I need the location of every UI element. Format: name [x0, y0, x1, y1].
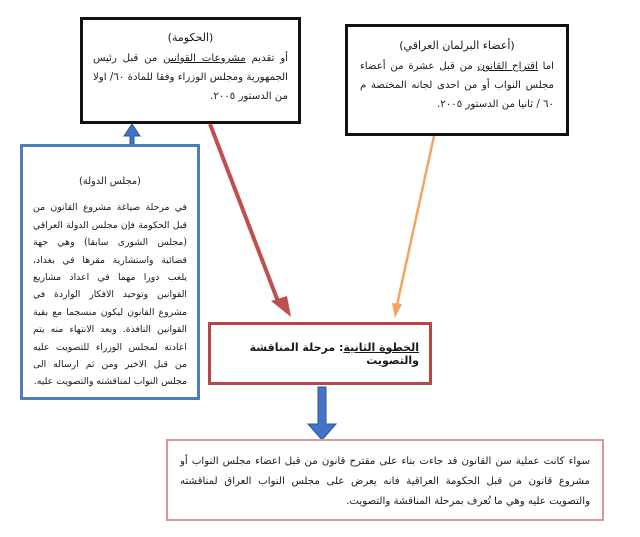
government-text: [93, 49, 288, 106]
step-two-label: الخطوة الثانية: [343, 340, 419, 354]
state-council-text: في مرحلة صياغة مشروع القانون من قبل الحكومة فإن مجلس الدولة العراقي (مجلس الشورى سابقا) وهي جهة قضائية واستشارية مقرها في بغداد، يلعب دورا مهما في اعداد مشاريع القوانين وتوحيد الافكار الواردة في مشروع القانون ليكون منسجما مع بقية القوانين النافذة. وبعد الانتهاء منه يتم اعادته لمجلس الوزراء للتصويت عليه من قبل الاخير ومن ثم ارساله الى مجلس النواب لمناقشته والتصويت عليه.: [33, 202, 187, 388]
final-note-text: سواء كانت عملية سن القانون قد جاءت بناء على مقترح قانون من قبل اعضاء مجلس النواب أو مشروع قانون من قبل الحكومة العراقية فانه يعرض على مجلس النواب العراق لمناقشته والتصويت عليه وهي ما تُعرف بمرحلة المناقشة والتصويت.: [180, 456, 590, 507]
blue-block-arrow-step-to-final: [308, 387, 336, 440]
red-arrow-gov-to-step: [210, 124, 291, 317]
orange-arrow-parl-to-step: [392, 136, 434, 318]
parliament-text-prefix: اما: [537, 61, 554, 72]
parliament-text: [360, 57, 554, 114]
parliament-box: [345, 24, 569, 136]
state-council-title: (مجلس الدولة): [79, 176, 141, 187]
government-title: (الحكومة): [167, 31, 214, 44]
government-text-rest: من قبل رئيس الجمهورية ومجلس الوزراء وفقا للمادة ٦٠/ اولا من الدستور ٢٠٠٥.: [93, 53, 288, 102]
parliament-text-rest: من قبل عشرة من أعضاء مجلس النواب أو من احدى لجانه المختصة م ٦٠ / ثانيا من الدستور ٢٠٠٥.: [360, 61, 554, 110]
government-text-prefix: أو تقديم: [245, 53, 289, 64]
step-two-text: مرحلة المناقشة والتصويت: [249, 340, 419, 367]
step-two-heading: [221, 341, 419, 367]
parliament-title: (أعضاء البرلمان العراقي): [399, 39, 515, 52]
state-council-box: [20, 144, 200, 400]
government-box: [80, 17, 301, 124]
final-note-box: [166, 439, 604, 521]
government-text-emphasis: مشروعات القوانين: [163, 53, 246, 64]
parliament-text-emphasis: اقتراح القانون: [477, 61, 538, 72]
step-two-separator: :: [335, 340, 344, 354]
step-two-box: [208, 322, 432, 385]
